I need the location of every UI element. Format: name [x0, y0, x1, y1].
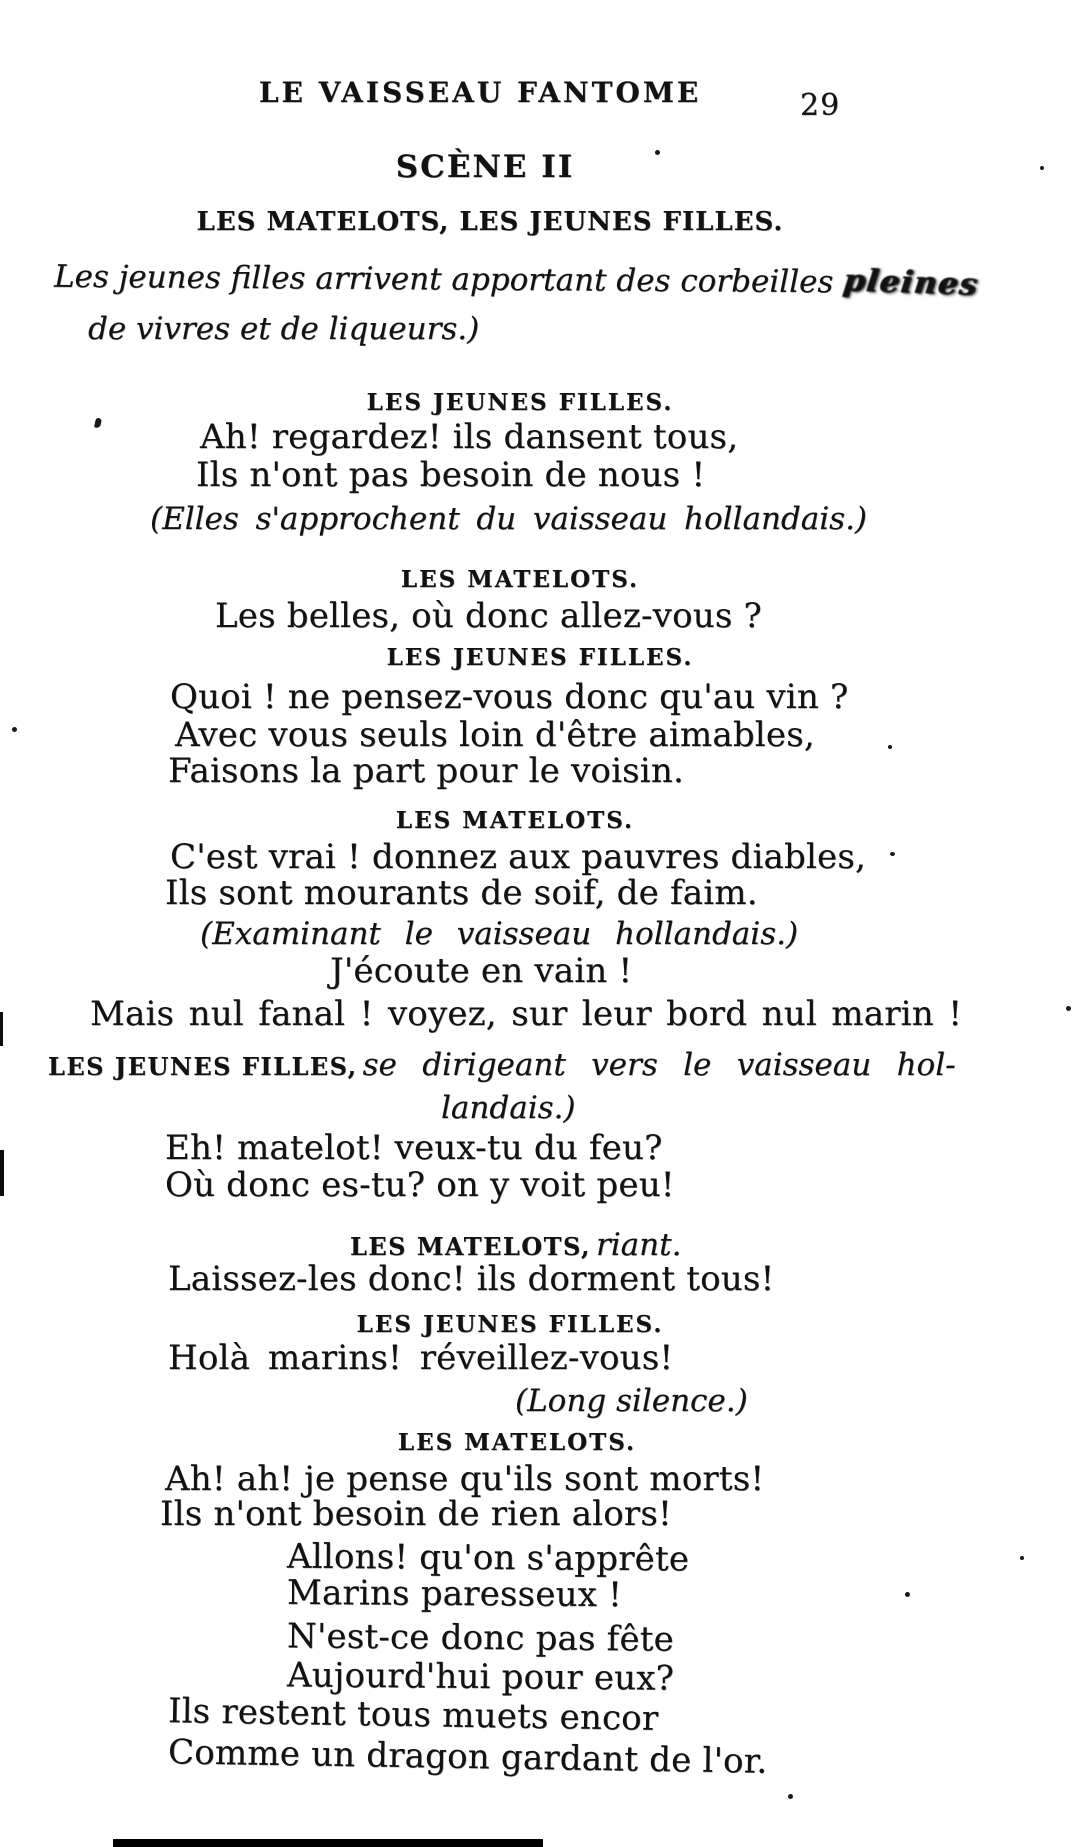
stage-direction: (Examinant le vaisseau hollandais.) — [200, 916, 799, 952]
page-number: 29 — [800, 88, 841, 123]
speaker-heading: LES JEUNES FILLES. — [366, 389, 674, 416]
scan-speck — [1020, 1556, 1024, 1560]
scene-heading: SCÈNE II — [395, 149, 575, 185]
speaker-name: LES JEUNES FILLES, — [48, 1052, 358, 1081]
characters-line: LES MATELOTS, LES JEUNES FILLES. — [196, 207, 784, 237]
speaker-name: LES MATELOTS, — [350, 1232, 591, 1261]
verse-line: J'écoute en vain ! — [330, 951, 633, 991]
stage-direction-text: Les jeunes filles arrivent apportant des corbeilles — [53, 258, 834, 301]
speaker-heading: LES MATELOTS. — [397, 1429, 637, 1456]
verse-line: Ils sont mourants de soif, de faim. — [165, 873, 758, 913]
stage-direction: de vivres et de liqueurs.) — [88, 311, 480, 347]
speaker-heading: LES JEUNES FILLES. — [386, 644, 694, 671]
scan-speck — [905, 1592, 910, 1597]
speaker-heading-with-direction — [350, 1227, 681, 1263]
verse-line: Les belles, où donc allez-vous ? — [215, 596, 762, 636]
scan-artifact-bar — [113, 1839, 543, 1847]
scan-speck — [890, 852, 895, 856]
scan-speck — [1066, 1006, 1071, 1011]
verse-line: Ils restent tous muets encor — [167, 1691, 659, 1739]
verse-line: Ah! ah! je pense qu'ils sont morts! — [165, 1459, 765, 1499]
scan-speck — [94, 417, 102, 428]
verse-line: Avec vous seuls loin d'être aimables, — [175, 715, 815, 755]
verse-line: Ah! regardez! ils dansent tous, — [200, 417, 739, 457]
verse-line: Holà marins! réveillez-vous! — [168, 1338, 674, 1378]
speaker-heading: LES JEUNES FILLES. — [356, 1311, 664, 1338]
scan-margin-tick — [0, 1012, 3, 1046]
verse-line: Comme un dragon gardant de l'or. — [167, 1732, 768, 1782]
verse-line: Aujourd'hui pour eux? — [286, 1655, 675, 1699]
stage-direction: landais.) — [441, 1090, 576, 1126]
scan-speck — [888, 745, 892, 749]
stage-direction: (Elles s'approchent du vaisseau hollandais.) — [150, 501, 868, 537]
verse-line: Mais nul fanal ! voyez, sur leur bord nul marin ! — [90, 994, 963, 1034]
verse-line: Marins paresseux ! — [286, 1572, 623, 1616]
verse-line: C'est vrai ! donnez aux pauvres diables, — [170, 837, 867, 877]
verse-line: N'est-ce donc pas fête — [286, 1616, 675, 1660]
inline-stage-direction: riant. — [595, 1227, 682, 1263]
smudged-word: pleines — [841, 262, 981, 303]
scan-speck — [1040, 166, 1044, 170]
speaker-heading: LES MATELOTS. — [400, 566, 640, 593]
verse-line: Quoi ! ne pensez-vous donc qu'au vin ? — [170, 677, 849, 717]
verse-line: Eh! matelot! veux-tu du feu? — [165, 1128, 663, 1168]
speaker-heading-with-direction — [48, 1047, 956, 1083]
scan-margin-tick — [0, 1150, 4, 1196]
verse-line: Allons! qu'on s'apprête — [286, 1536, 690, 1580]
verse-line: Ils n'ont pas besoin de nous ! — [196, 455, 706, 495]
verse-line: Où donc es-tu? on y voit peu! — [165, 1165, 675, 1205]
verse-line: Faisons la part pour le voisin. — [168, 751, 684, 791]
stage-direction — [54, 259, 979, 301]
scan-speck — [788, 1794, 793, 1799]
speaker-heading: LES MATELOTS. — [395, 807, 635, 834]
scan-speck — [12, 727, 17, 732]
stage-direction: (Long silence.) — [515, 1383, 748, 1419]
verse-line: Ils n'ont besoin de rien alors! — [160, 1494, 672, 1534]
scan-speck — [655, 150, 660, 155]
verse-line: Laissez-les donc! ils dorment tous! — [168, 1259, 775, 1299]
inline-stage-direction: se dirigeant vers le vaisseau hol- — [362, 1047, 956, 1083]
running-title: LE VAISSEAU FANTOME — [258, 76, 702, 109]
